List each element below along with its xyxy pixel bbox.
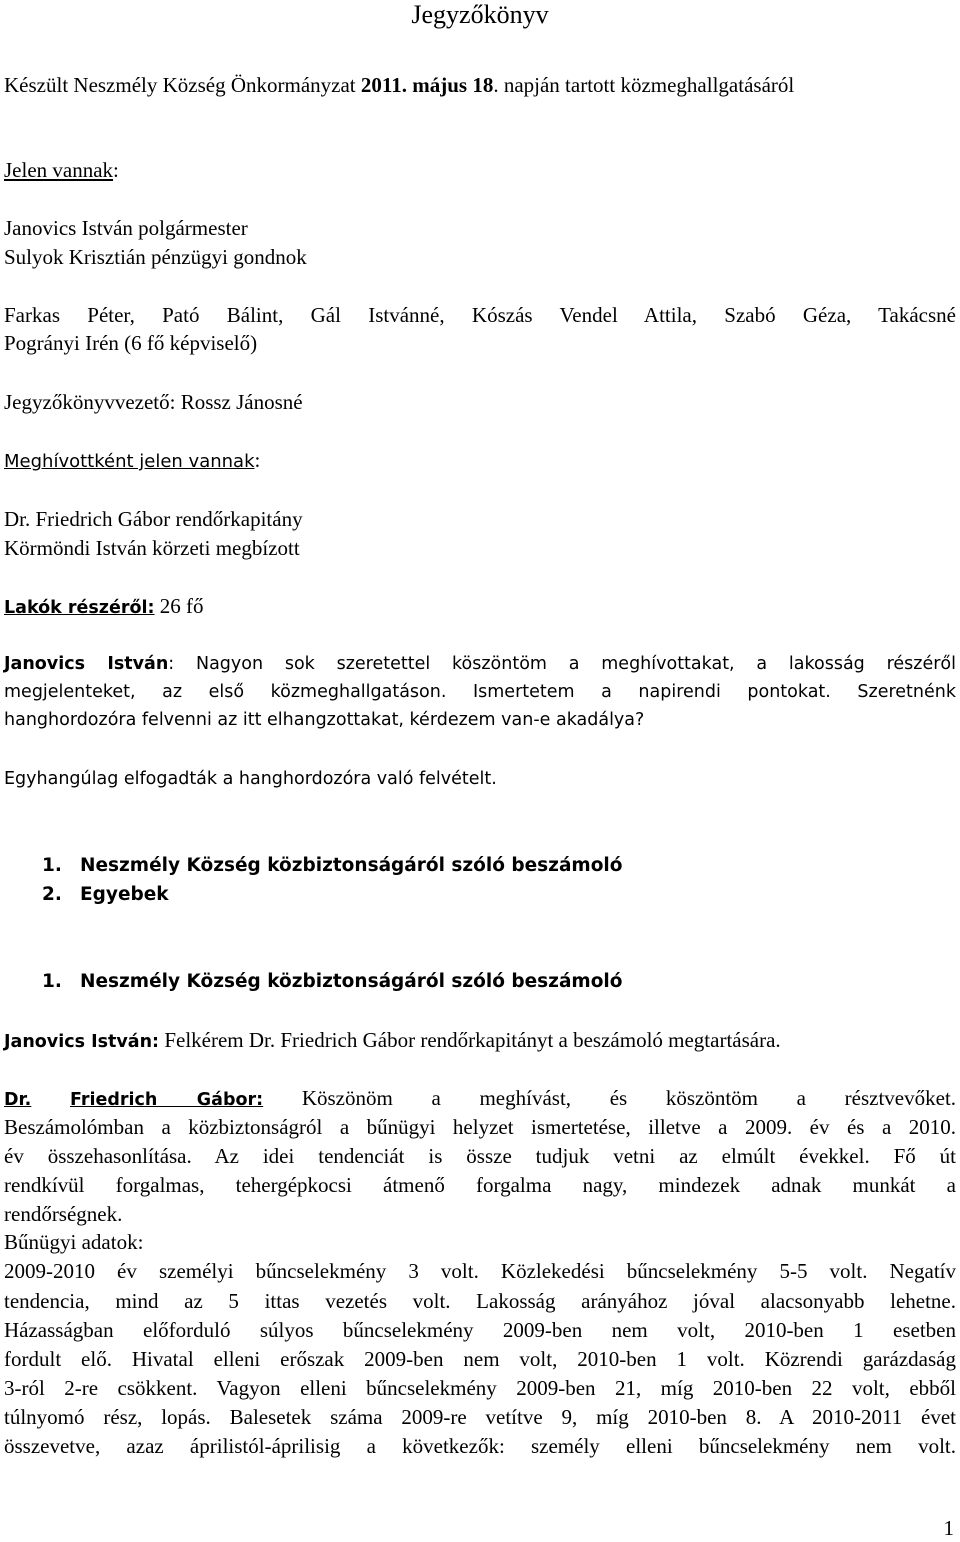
request-line <box>4 1026 781 1056</box>
residents-label: Lakók részéről: <box>4 598 155 618</box>
residents-count: 26 fő <box>154 594 204 618</box>
report-line-3: év összehasonlítása. Az idei tendenciát is össze tudjuk vetni az elmúlt évekkel. Fő út <box>4 1144 956 1168</box>
representatives-line-1: Farkas Péter, Pató Bálint, Gál Istvánné, Kószás Vendel Attila, Szabó Géza, Takácsné <box>4 303 956 327</box>
intro-line <box>4 71 794 99</box>
intro-prefix: Készült Neszmély Község Önkormányzat <box>4 73 361 97</box>
present-heading-line <box>4 156 119 184</box>
agenda-item <box>42 881 169 909</box>
invited-heading: Meghívottként jelen vannak <box>4 451 255 472</box>
report-line-13: összevetve, azaz áprilistól-áprilisig a következők: személy elleni bűncselekmény nem volt. <box>4 1434 956 1458</box>
report-line-1 <box>4 1084 956 1114</box>
meeting-date: 2011. május 18 <box>360 73 494 97</box>
opening-line-1 <box>4 650 956 678</box>
invited-colon: : <box>254 448 261 472</box>
opening-line-3: hanghordozóra felvenni az itt elhangzottakat, kérdezem van-e akadálya? <box>4 710 645 730</box>
consent-line: Egyhangúlag elfogadták a hanghordozóra való felvételt. <box>4 769 497 789</box>
opening-speaker: Janovics István <box>4 654 169 674</box>
intro-suffix: . napján tartott közmeghallgatásáról <box>493 73 795 97</box>
invited-heading-line <box>4 446 260 476</box>
request-text: Felkérem Dr. Friedrich Gábor rendőrkapitányt a beszámoló megtartására. <box>159 1028 781 1052</box>
present-colon: : <box>113 158 119 182</box>
attendee-finance: Sulyok Krisztián pénzügyi gondnok <box>4 245 307 269</box>
recorder-line: Jegyzőkönyvvezető: Rossz Jánosné <box>4 390 303 414</box>
agenda-item <box>42 852 622 880</box>
report-line-2: Beszámolómban a közbiztonságról a bűnügyi helyzet ismertetése, illetve a 2009. év és a 2010. <box>4 1115 956 1139</box>
section-number: 1. <box>42 971 62 992</box>
present-heading: Jelen vannak <box>4 158 114 182</box>
agenda-item-number: 2. <box>42 884 62 905</box>
agenda-item-text: Neszmély Község közbiztonságáról szóló beszámoló <box>80 855 623 876</box>
opening-text-1: : Nagyon sok szeretettel köszöntöm a meghívottakat, a lakosság részéről <box>168 654 956 674</box>
residents-line <box>4 592 204 622</box>
section-heading <box>42 968 622 996</box>
report-line-8: tendencia, mind az 5 ittas vezetés volt. Lakosság arányához jóval alacsonyabb lehetne. <box>4 1289 956 1313</box>
report-line-4: rendkívül forgalmas, tehergépkocsi átmenő forgalma nagy, mindezek adnak munkát a <box>4 1173 956 1197</box>
invited-guest-police: Dr. Friedrich Gábor rendőrkapitány <box>4 507 303 531</box>
report-line-9: Házasságban előforduló súlyos bűncselekmény 2009-ben nem volt, 2010-ben 1 esetben <box>4 1318 956 1342</box>
report-line-11: 3-ról 2-re csökkent. Vagyon elleni bűncselekmény 2009-ben 21, míg 2010-ben 22 volt, ebből <box>4 1376 956 1400</box>
agenda-item-text: Egyebek <box>80 884 169 905</box>
invited-guest-officer: Körmöndi István körzeti megbízott <box>4 536 300 560</box>
page-number: 1 <box>943 1516 954 1540</box>
document-title: Jegyzőkönyv <box>411 0 549 29</box>
report-speaker-title: Dr. <box>4 1090 32 1110</box>
section-title: Neszmély Község közbiztonságáról szóló beszámoló <box>80 971 623 992</box>
report-line-12: túlnyomó rész, lopás. Balesetek száma 2009-re vetítve 9, míg 2010-ben 8. A 2010-2011 évet <box>4 1405 956 1429</box>
report-line-10: fordult elő. Hivatal elleni erőszak 2009-ben nem volt, 2010-ben 1 volt. Közrendi garázdaság <box>4 1347 956 1371</box>
report-line-5: rendőrségnek. <box>4 1202 123 1226</box>
report-line-7: 2009-2010 év személyi bűncselekmény 3 volt. Közlekedési bűncselekmény 5-5 volt. Negatív <box>4 1259 956 1283</box>
report-text: Köszönöm a meghívást, és köszöntöm a résztvevőket. <box>301 1086 957 1110</box>
agenda-item-number: 1. <box>42 855 62 876</box>
crime-data-heading: Bűnügyi adatok: <box>4 1230 144 1254</box>
attendee-mayor: Janovics István polgármester <box>4 216 248 240</box>
representatives-line-2: Pogrányi Irén (6 fő képviselő) <box>4 331 258 355</box>
request-speaker: Janovics István: <box>4 1032 160 1052</box>
report-speaker <box>4 1086 263 1110</box>
opening-line-2: megjelenteket, az első közmeghallgatáson. Ismertetem a napirendi pontokat. Szeretnénk <box>4 682 956 702</box>
report-speaker-name: Friedrich Gábor: <box>69 1090 264 1110</box>
